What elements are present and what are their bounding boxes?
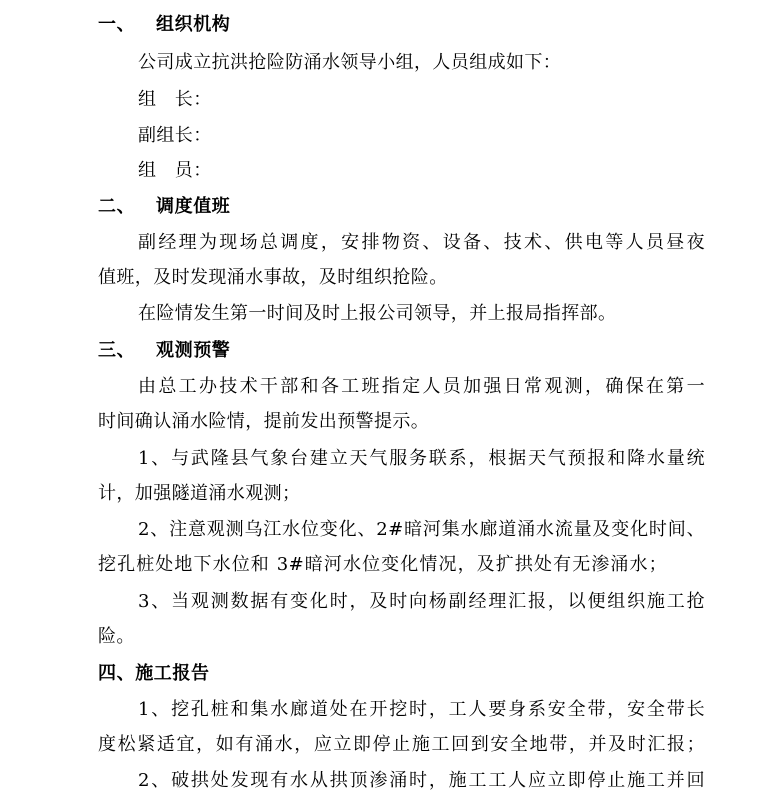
- list-item-line: 1、与武隆县气象台建立天气服务联系，根据天气预报和降水量统: [138, 448, 705, 469]
- list-item-line: 度松紧适宜，如有涌水，应立即停止施工回到安全地带，并及时汇报；: [98, 734, 705, 755]
- section-1-title: 组织机构: [156, 14, 231, 35]
- paragraph-line: 在险情发生第一时间及时上报公司领导，并上报局指挥部。: [138, 303, 617, 324]
- list-item-line: 计，加强隧道涌水观测；: [98, 483, 301, 504]
- paragraph-line: 值班，及时发现涌水事故，及时组织抢险。: [98, 267, 448, 288]
- section-2-title: 调度值班: [156, 196, 231, 217]
- list-item-line: 险。: [98, 626, 135, 647]
- list-item-line: 3、当观测数据有变化时，及时向杨副经理汇报，以便组织施工抢: [138, 591, 705, 612]
- section-3-number: 三、: [98, 340, 136, 361]
- paragraph-line: 组 长：: [138, 89, 212, 110]
- paragraph-line: 副组长：: [138, 125, 212, 146]
- section-2-heading: [98, 195, 230, 219]
- section-2-number: 二、: [98, 196, 136, 217]
- list-item-line: 挖孔桩处地下水位和 3#暗河水位变化情况，及扩拱处有无渗涌水；: [98, 554, 667, 575]
- paragraph-line: 时间确认涌水险情，提前发出预警提示。: [98, 411, 430, 432]
- paragraph-line: 副经理为现场总调度，安排物资、设备、技术、供电等人员昼夜: [138, 232, 705, 253]
- list-item-line: 2、注意观测乌江水位变化、2#暗河集水廊道涌水流量及变化时间、: [138, 519, 705, 540]
- section-1-heading: [98, 13, 230, 37]
- list-item-line: 1、挖孔桩和集水廊道处在开挖时，工人要身系安全带，安全带长: [138, 699, 705, 720]
- section-1-number: 一、: [98, 14, 136, 35]
- paragraph-line: 由总工办技术干部和各工班指定人员加强日常观测，确保在第一: [138, 376, 705, 397]
- section-3-heading: [98, 339, 230, 363]
- paragraph-line: 组 员：: [138, 160, 212, 181]
- paragraph-line: 公司成立抗洪抢险防涌水领导小组，人员组成如下：: [138, 52, 562, 73]
- list-item-line: 2、破拱处发现有水从拱顶渗涌时，施工工人应立即停止施工并回: [138, 770, 705, 791]
- section-3-title: 观测预警: [156, 340, 231, 361]
- section-4-heading: 四、施工报告: [98, 663, 210, 684]
